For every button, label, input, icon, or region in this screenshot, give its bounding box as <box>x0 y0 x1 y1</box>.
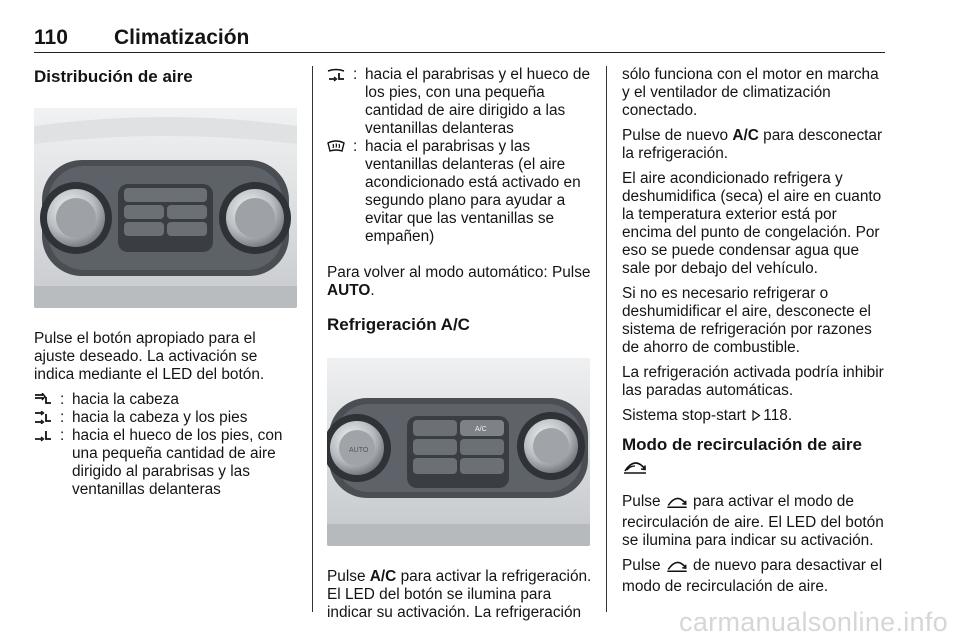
air-head-feet-icon <box>34 409 60 427</box>
watermark: carmanualsonline.info <box>679 607 948 637</box>
left-column <box>34 66 300 499</box>
mode-text: hacia el parabrisas y las ventanillas delanteras (el aire acondicionado está activado en segundo plano para ayudar a evitar que las ventanillas se empañen) <box>365 138 581 245</box>
recirculation-icon <box>665 495 689 514</box>
auto-return-paragraph: Para volver al modo automático: Pulse AUTO. <box>327 264 591 299</box>
photo-ac-label: A/C <box>475 426 487 433</box>
photo-auto-label: AUTO <box>349 447 369 454</box>
defrost-icon <box>327 138 353 156</box>
middle-column <box>327 66 595 622</box>
ac-off-paragraph: Pulse de nuevo A/C para desconectar la refrigeración. <box>622 127 883 162</box>
header-rule <box>34 52 885 53</box>
ac-press-paragraph: Pulse A/C para activar la refrigeración. El LED del botón se ilumina para indicar su activación. La refrigeración <box>327 568 592 621</box>
mode-row-head-feet: : hacia la cabeza y los pies <box>34 409 300 427</box>
section-heading-recirculation: Modo de recirculación de aire <box>622 434 888 481</box>
mode-text: hacia el hueco de los pies, con una pequeña cantidad de aire dirigido al parabrisas y las ventanillas delanteras <box>72 427 283 498</box>
recirculation-icon <box>622 459 648 481</box>
recirculation-off-paragraph: Pulse de nuevo para desactivar el modo de recirculación de aire. <box>622 557 883 595</box>
intro-paragraph: Pulse el botón apropiado para el ajuste deseado. La activación se indica mediante el LED del botón. <box>34 330 265 383</box>
page-link[interactable]: 118 <box>763 407 788 424</box>
ac-label: A/C <box>732 127 759 144</box>
section-heading-air-distribution: Distribución de aire <box>34 67 193 86</box>
stop-start-reference: Sistema stop-start 118. <box>622 407 793 424</box>
section-heading-ac: Refrigeración A/C <box>327 315 470 334</box>
recirculation-icon <box>665 559 689 578</box>
windscreen-feet-icon <box>327 66 353 84</box>
right-column <box>622 66 888 603</box>
climate-panel-photo <box>34 108 297 308</box>
air-head-icon <box>34 391 60 409</box>
column-divider-2 <box>606 66 607 612</box>
continuation-paragraph: sólo funciona con el motor en marcha y el ventilador de climatización conectado. <box>622 66 879 119</box>
mode-text: hacia el parabrisas y el hueco de los pies, con una pequeña cantidad de aire dirigido a las ventanillas delanteras <box>365 66 591 137</box>
fuel-saving-paragraph: Si no es necesario refrigerar o deshumidificar el aire, desconecte el sistema de refrigeración por razones de ahorro de combustible. <box>622 285 872 356</box>
mode-row-head: : hacia la cabeza <box>34 391 300 409</box>
ac-label: A/C <box>369 568 397 585</box>
auto-label: AUTO <box>327 282 371 299</box>
mode-row-windscreen-feet: : hacia el parabrisas y el hueco de los pies, con una pequeña cantidad de aire dirigido a las ventanillas delanteras <box>327 66 595 138</box>
page-header <box>34 26 885 56</box>
air-feet-icon <box>34 427 60 445</box>
mode-row-defrost: : hacia el parabrisas y las ventanillas delanteras (el aire acondicionado está activado en segundo plano para ayudar a evitar que las ventanillas se empañen) <box>327 138 595 246</box>
ac-panel-photo <box>327 358 590 546</box>
mode-text: hacia la cabeza <box>72 391 179 408</box>
mode-text: hacia la cabeza y los pies <box>72 409 248 426</box>
mode-row-feet: : hacia el hueco de los pies, con una pequeña cantidad de aire dirigido al parabrisas y las ventanillas delanteras <box>34 427 300 499</box>
recirculation-on-paragraph: Pulse para activar el modo de recirculación de aire. El LED del botón se ilumina para indicar su activación. <box>622 493 884 549</box>
page-reference-arrow-icon <box>752 408 761 426</box>
column-divider-1 <box>312 66 313 612</box>
page-number: 110 <box>34 26 68 49</box>
autostop-paragraph: La refrigeración activada podría inhibir las paradas automáticas. <box>622 364 884 399</box>
dehumidify-paragraph: El aire acondicionado refrigera y deshumidifica (seca) el aire en cuanto la temperatura exterior está por encima del punto de congelación. Por eso se puede condensar agua que sale por debajo del vehículo. <box>622 170 882 277</box>
chapter-title: Climatización <box>114 26 250 49</box>
